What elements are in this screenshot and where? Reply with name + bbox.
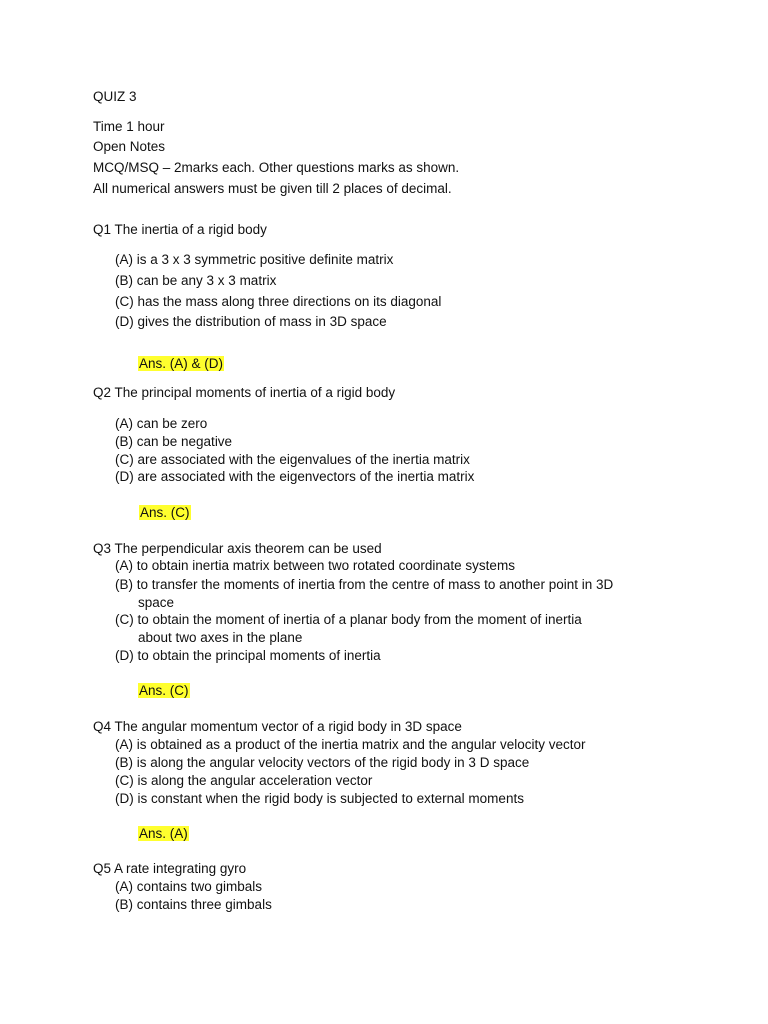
answer-highlight: Ans. (A) [139, 826, 188, 841]
q3-option-continuation: about two axes in the plane [138, 630, 303, 645]
q4-option: (D) is constant when the rigid body is subjected to external moments [115, 791, 524, 806]
q2-option: (A) can be zero [115, 416, 208, 431]
question-5-stem: Q5 A rate integrating gyro [93, 861, 247, 876]
question-4-stem: Q4 The angular momentum vector of a rigid body in 3D space [93, 719, 462, 734]
answer-highlight: Ans. (C) [140, 505, 190, 520]
answer-highlight: Ans. (C) [139, 683, 189, 698]
instruction-line: Open Notes [93, 139, 166, 154]
q2-option: (D) are associated with the eigenvectors of the inertia matrix [115, 469, 475, 484]
q3-option: (A) to obtain inertia matrix between two rotated coordinate systems [115, 558, 515, 573]
q4-answer [138, 825, 189, 843]
q1-option: (D) gives the distribution of mass in 3D space [115, 314, 387, 329]
q4-option: (B) is along the angular velocity vectors of the rigid body in 3 D space [115, 755, 530, 770]
q5-option: (B) contains three gimbals [115, 897, 272, 912]
q1-option: (A) is a 3 x 3 symmetric positive definite matrix [115, 252, 394, 267]
q2-answer [139, 504, 191, 522]
question-3-stem: Q3 The perpendicular axis theorem can be used [93, 541, 382, 556]
q3-option-continuation: space [138, 595, 175, 610]
question-2-stem: Q2 The principal moments of inertia of a rigid body [93, 385, 396, 400]
instruction-line: Time 1 hour [93, 119, 165, 134]
q1-option: (C) has the mass along three directions on its diagonal [115, 294, 442, 309]
q3-option: (C) to obtain the moment of inertia of a planar body from the moment of inertia [115, 612, 582, 627]
question-1-stem: Q1 The inertia of a rigid body [93, 222, 267, 237]
q2-option: (B) can be negative [115, 434, 233, 449]
instruction-line: MCQ/MSQ – 2marks each. Other questions marks as shown. [93, 160, 460, 175]
q3-option: (D) to obtain the principal moments of inertia [115, 648, 381, 663]
q1-answer [138, 355, 224, 373]
q3-answer [138, 682, 190, 700]
answer-highlight: Ans. (A) & (D) [139, 356, 224, 371]
q4-option: (A) is obtained as a product of the inertia matrix and the angular velocity vector [115, 737, 586, 752]
page-title: QUIZ 3 [93, 89, 137, 104]
instruction-line: All numerical answers must be given till 2 places of decimal. [93, 181, 452, 196]
q2-option: (C) are associated with the eigenvalues of the inertia matrix [115, 452, 470, 467]
q5-option: (A) contains two gimbals [115, 879, 263, 894]
q1-option: (B) can be any 3 x 3 matrix [115, 273, 277, 288]
q4-option: (C) is along the angular acceleration vector [115, 773, 373, 788]
q3-option: (B) to transfer the moments of inertia from the centre of mass to another point in 3D [115, 577, 614, 592]
